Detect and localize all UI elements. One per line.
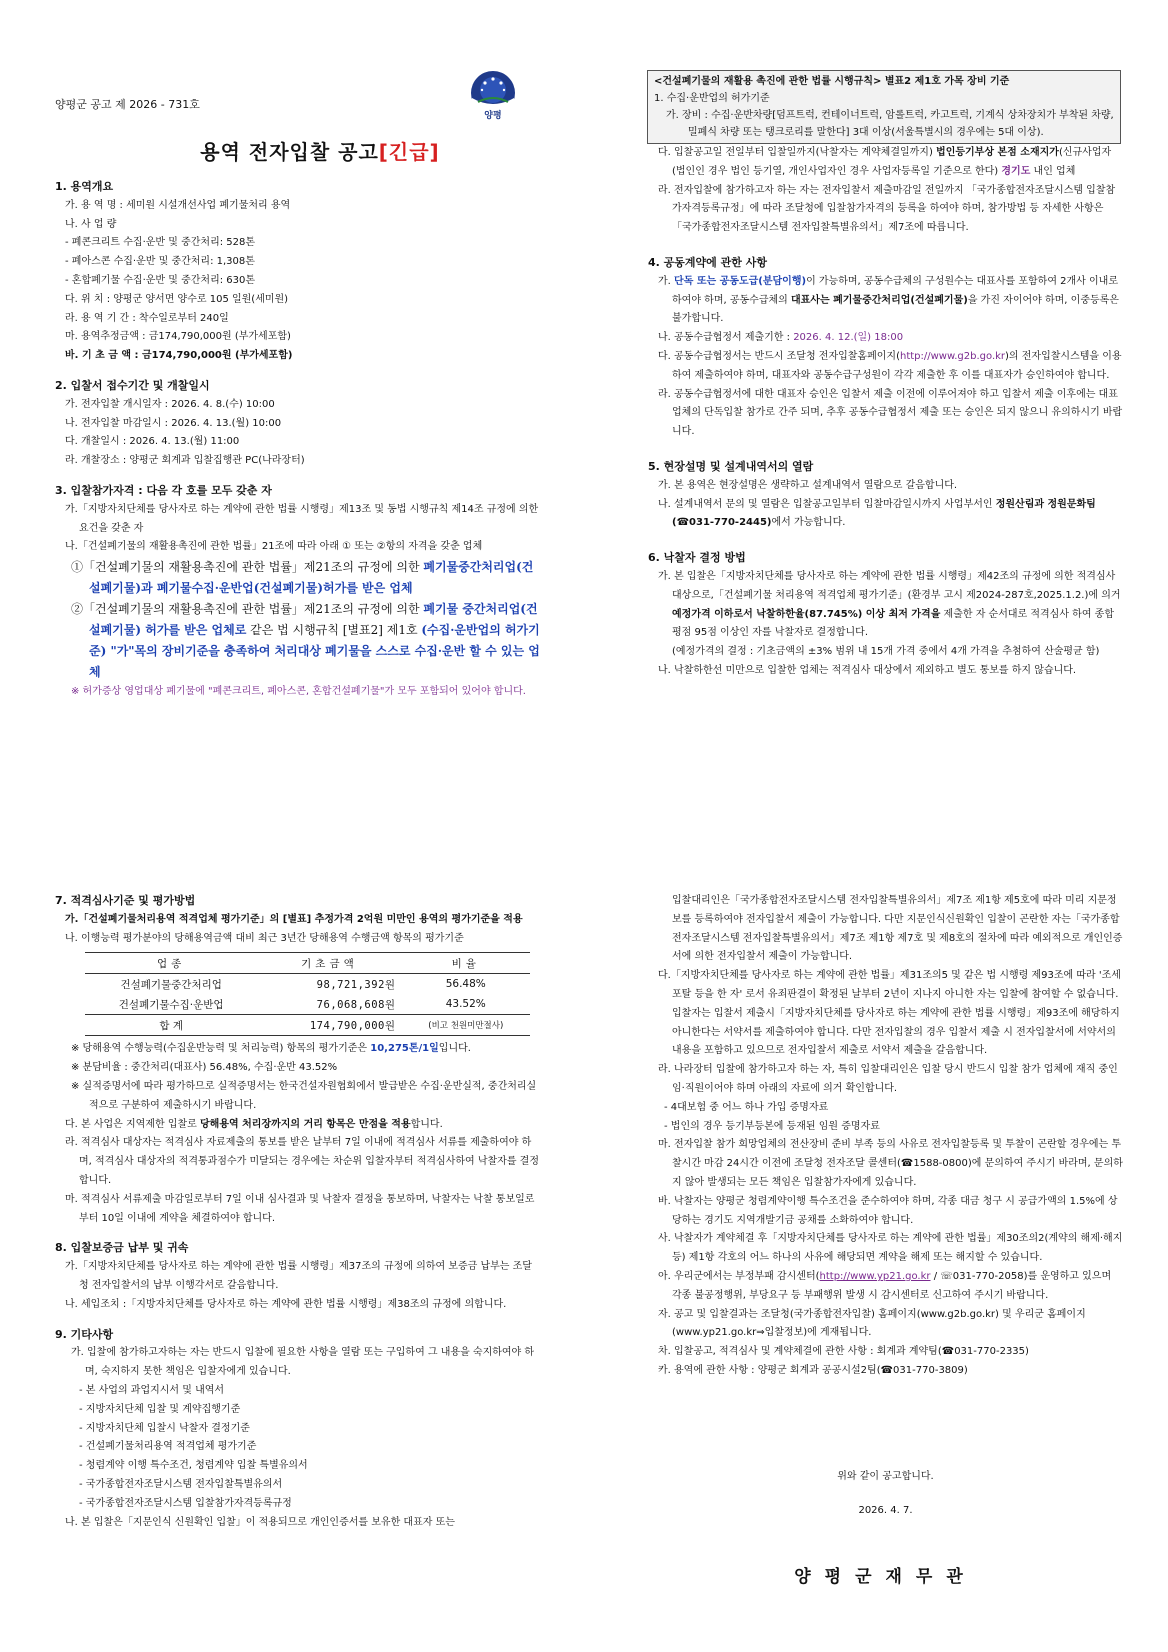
s7-item-na: 나. 이행능력 평가분야의 당해용역금액 대비 최근 3년간 당해용역 수행금액 항목의 평가기준 bbox=[65, 932, 464, 944]
s1-sub-2: - 폐아스콘 수집·운반 및 중간처리: 1,308톤 bbox=[65, 256, 255, 268]
row2-name: 건설폐기물수집·운반업 bbox=[118, 998, 224, 1011]
logo-text: 양평 bbox=[484, 111, 502, 121]
s7-note-2: ※ 분담비율 : 중간처리(대표사) 56.48%, 수집·운반 43.52% bbox=[71, 1062, 338, 1074]
table-total-row bbox=[85, 1015, 530, 1036]
section-3-heading: 3. 입찰참가자격 : 다음 각 호를 모두 갖춘 자 bbox=[55, 483, 272, 497]
s1-sub-1: - 폐콘크리트 수집·운반 및 중간처리: 528톤 bbox=[65, 237, 256, 249]
section-7-heading: 7. 적격심사기준 및 평가방법 bbox=[55, 894, 196, 907]
g2b-link[interactable]: http://www.g2b.go.kr bbox=[899, 350, 1006, 362]
s8-item-ga: 가.「지방자치단체를 당사자로 하는 계약에 관한 법률 시행령」제37조의 규정에 의하여 보증금 납부는 조달청 전자입찰서의 납부 이행각서로 갈음합니다. bbox=[65, 1261, 532, 1291]
s4-item-na bbox=[648, 329, 1123, 348]
row2-ratio: 43.52% bbox=[445, 998, 486, 1011]
th-ratio: 비율 bbox=[402, 953, 530, 974]
signer: 양평군재무관 bbox=[794, 1567, 977, 1587]
s9-item-ma: 마. 전자입찰 참가 희망업체의 전산장비 준비 부족 등의 사유로 전자입찰등록 및 투찰이 곤란할 경우에는 투찰시간 마감 24시간 이전에 조달청 전자조달 콜센터(☎1588-0800)에 문의하여 주시기 바라며, 문의하지 않아 발생되는 모든 책임은 입찰참가자에게 있습니다. bbox=[658, 1139, 1123, 1188]
section-4-heading: 4. 공동계약에 관한 사항 bbox=[648, 255, 767, 269]
s6-ga-bold: 예정가격 이하로서 낙찰하한율(87.745%) 이상 최저 가격을 bbox=[672, 608, 941, 620]
s9-ref-3: - 지방자치단체 입찰시 낙찰자 결정기준 bbox=[79, 1422, 250, 1434]
table-row bbox=[85, 994, 530, 1015]
s6-item-ga bbox=[648, 568, 1123, 643]
s3-c2-highlight-1: 폐기물 중간처리업(건설폐기물) 허가를 받은 업체로 bbox=[89, 602, 538, 638]
s4-item-ra: 라. 공동수급협정서에 대한 대표자 승인은 입찰서 제출 이전에 이루어져야 하고 입찰서 제출 이후에는 대표업체의 단독입찰 참가로 간주 되며, 추후 공동수급협정서 제출 또는 승인은 되지 않으니 유의하시기 바랍니다. bbox=[658, 388, 1123, 438]
s7-note-3: ※ 실적증명서에 따라 평가하므로 실적증명서는 한국건설자원협회에서 발급받은 수집·운반실적, 중간처리실적으로 구분하여 제출하시기 바랍니다. bbox=[71, 1080, 537, 1111]
s5-item-na bbox=[648, 496, 1123, 534]
section-1-heading: 1. 용역개요 bbox=[55, 180, 114, 193]
s9-ref-6: - 국가종합전자조달시스템 전자입찰특별유의서 bbox=[79, 1478, 283, 1490]
section-5-heading: 5. 현장설명 및 설계내역서의 열람 bbox=[648, 459, 814, 473]
s9-na-continued: 입찰대리인은「국가종합전자조달시스템 전자입찰특별유의서」제7조 제1항 제5호에 따라 미리 지문정보를 등록하여야 전자입찰서 제출이 가능합니다. 다만 지문인식신원확인 입찰이 곤란한 자는「국가종합전자조달시스템 전자입찰특별유의서」제7조 제1항 제7호 및 제8호의 절차에 따라 예외적으로 개인인증서에 의한 전자입찰서 제출이 가능합니다. bbox=[672, 895, 1123, 963]
th-amount: 기초금액 bbox=[257, 953, 401, 974]
s8-item-na: 나. 세입조치 :「지방자치단체를 당사자로 하는 계약에 관한 법률 시행령」제38조의 규정에 의합니다. bbox=[65, 1298, 507, 1310]
section-9-heading: 9. 기타사항 bbox=[55, 1327, 114, 1341]
equipment-standard-box bbox=[647, 70, 1121, 144]
s7-note1-pre: ※ 당해용역 수행능력(수집운반능력 및 처리능력) 항목의 평가기준은 bbox=[71, 1043, 371, 1055]
county-emblem bbox=[470, 70, 516, 121]
row1-ratio: 56.48% bbox=[445, 978, 486, 991]
s2-item-ra: 라. 개찰장소 : 양평군 회계과 입찰집행관 PC(나라장터) bbox=[65, 455, 305, 467]
row1-name: 건설폐기물중간처리업 bbox=[120, 978, 222, 991]
s7-item-da bbox=[55, 1116, 540, 1135]
s2-item-na: 나. 전자입찰 마감일시 : 2026. 4. 13.(월) 10:00 bbox=[65, 417, 282, 429]
section-8-heading: 8. 입찰보증금 납부 및 귀속 bbox=[55, 1241, 189, 1255]
s2-item-ga: 가. 전자입찰 개시일자 : 2026. 4. 8.(수) 10:00 bbox=[65, 398, 275, 410]
s9-item-ja: 자. 공고 및 입찰결과는 조달청(국가종합전자입찰) 홈페이지(www.g2b.go.kr) 및 우리군 홈페이지(www.yp21.go.kr⇒입찰정보)에 게재됩니다. bbox=[658, 1308, 1086, 1339]
s9-item-na: 나. 본 입찰은「지문인식 신원확인 입찰」이 적용되므로 개인인증서를 보유한 대표자 또는 bbox=[65, 1516, 455, 1528]
s1-item-da: 다. 위 치 : 양평군 양서면 양수로 105 일원(세미원) bbox=[65, 293, 289, 305]
s4-ga-end: 을 가진 자이어야 하며, 이중등록은 불가합니다. bbox=[672, 294, 1119, 325]
s9-item-sa: 사. 낙찰자가 계약체결 후「지방자치단체를 당사자로 하는 계약에 관한 법률」제30조의2(계약의 해제·해지 등) 제1항 각호의 어느 하나의 사유에 해당되면 계약을 해제 또는 해지할 수 있습니다. bbox=[658, 1233, 1123, 1264]
p2-right-column bbox=[648, 892, 1123, 1381]
th-category: 업종 bbox=[85, 953, 257, 974]
s5-na-end: 에서 가능합니다. bbox=[771, 517, 846, 529]
s7-note1-capacity: 10,275톤/1일 bbox=[370, 1043, 439, 1055]
s3-da-highlight: 경기도 bbox=[1001, 165, 1031, 177]
total-label: 합 계 bbox=[85, 1015, 257, 1036]
s7-item-ga: 가.「건설폐기물처리용역 적격업체 평가기준」의 [별표] 추정가격 2억원 미만인 용역의 평가기준을 적용 bbox=[65, 913, 523, 925]
title-main: 용역 전자입찰 공고 bbox=[200, 140, 379, 164]
s3-item-na: 나.「건설폐기물의 재활용촉진에 관한 법률」21조에 따라 아래 ① 또는 ②항의 자격을 갖춘 업체 bbox=[65, 541, 483, 553]
s7-da-bold: 당해용역 처리장까지의 거리 항목은 만점을 적용 bbox=[200, 1118, 411, 1130]
s3-c1-pre: ①「건설폐기물의 재활용촉진에 관한 법률」제21조의 규정에 의한 bbox=[71, 560, 424, 575]
s9-item-cha: 차. 입찰공고, 적격심사 및 계약체결에 관한 사항 : 회계과 계약팀(☎031-770-2335) bbox=[658, 1346, 1029, 1358]
s1-item-na: 나. 사 업 량 bbox=[65, 218, 117, 230]
s3-item-ga: 가.「지방자치단체를 당사자로 하는 계약에 관한 법률 시행령」제13조 및 동법 시행규칙 제14조 규정에 의한 요건을 갖춘 자 bbox=[65, 503, 539, 534]
s1-item-ba: 바. 기 초 금 액 : 금174,790,000원 (부가세포함) bbox=[65, 350, 293, 362]
s7-note1-end: 입니다. bbox=[438, 1043, 471, 1055]
s9-item-ka: 카. 용역에 관한 사항 : 양평군 회계과 공공시설2팀(☎031-770-3809) bbox=[658, 1364, 968, 1376]
s4-da-end: )의 전자입찰시스템을 이용하여 제출하여야 하며, 대표자와 공동수급구성원이 각각 제출한 후 이를 대표자가 승인하여야 합니다. bbox=[672, 350, 1122, 381]
s9-ref-2: - 지방자치단체 입찰 및 계약집행기준 bbox=[79, 1403, 241, 1415]
s3-c2-mid: 같은 법 시행규칙 [별표2] 제1호 bbox=[246, 623, 422, 638]
s5-na-contact: 정원산림과 정원문화팀(☎031-770-2445) bbox=[672, 498, 1096, 529]
s3-da-bold: 법인등기부상 본점 소재지가 bbox=[936, 147, 1059, 158]
closing-statement: 위와 같이 공고합니다. bbox=[837, 1471, 934, 1482]
s6-item-na: 나. 낙찰하한선 미만으로 입찰한 업체는 적격심사 대상에서 제외하고 별도 통보를 하지 않습니다. bbox=[658, 664, 1077, 676]
total-amount: 174,790,000원 bbox=[257, 1015, 401, 1036]
s3-item-da bbox=[648, 144, 1123, 182]
s3-c1-highlight: 폐기물중간처리업(건설폐기물)과 폐기물수집·운반업(건설폐기물)허가를 받은 업체 bbox=[89, 560, 534, 596]
s9-ref-5: - 청렴계약 이행 특수조건, 청렴계약 입찰 특별유의서 bbox=[79, 1460, 308, 1472]
p1-left-column bbox=[55, 178, 540, 702]
s4-da-pre: 다. 공동수급협정서는 반드시 조달청 전자입찰홈페이지( bbox=[658, 350, 900, 362]
s4-ga-highlight: 단독 또는 공동도급(분담이행) bbox=[674, 275, 807, 287]
s6-ga-end: 제출한 자 순서대로 적격심사 하여 종합평점 95점 이상인 자를 낙찰자로 결정합니다. bbox=[672, 608, 1114, 639]
s9-ref-1: - 본 사업의 과업지시서 및 내역서 bbox=[79, 1384, 225, 1396]
s9-item-a bbox=[648, 1268, 1123, 1306]
s9-a-end: / ☏031-770-2058)를 운영하고 있으며 각종 불공정행위, 부당요구 등 부패행위 발생 시 감시센터로 신고하여 주시기 바랍니다. bbox=[672, 1270, 1112, 1301]
s9-a-pre: 아. 우리군에서는 부정부패 감시센터( bbox=[658, 1270, 820, 1282]
equipment-box-line-1: 1. 수집·운반업의 허가기준 bbox=[654, 93, 770, 104]
s3-da-mid: (신규사업자(법인인 경우 법인 등기열, 개인사업자인 경우 사업자등록일 기준으로 한다) bbox=[672, 147, 1112, 177]
s4-na-deadline: 2026. 4. 12.(일) 18:00 bbox=[793, 332, 904, 344]
notice-date: 2026. 4. 7. bbox=[858, 1505, 913, 1516]
s9-ra-proof-1: - 4대보험 중 어느 하나 가입 증명자료 bbox=[664, 1101, 829, 1113]
s1-item-ra: 라. 용 역 기 간 : 착수일로부터 240일 bbox=[65, 312, 229, 324]
s4-ga-mid: 이 가능하며, 공동수급체의 구성원수는 대표사를 포함하여 2개사 이내로 하여야 하며, 공동수급체의 bbox=[672, 275, 1118, 306]
row2-amount: 76,068,608원 bbox=[316, 998, 396, 1011]
s1-item-ma: 마. 용역추정금액 : 금174,790,000원 (부가세포함) bbox=[65, 331, 291, 343]
equipment-box-line-2: 가. 장비 : 수집·운반차량[덤프트럭, 컨테이너트럭, 암롤트럭, 카고트럭, 기계식 상차장치가 부착된 차량, 밀폐식 차량 또는 탱크로리를 말한다] 3대 이상(서울특별시의 경우에는 5대 이상). bbox=[666, 110, 1114, 138]
yp21-link[interactable]: http://www.yp21.go.kr bbox=[819, 1270, 931, 1282]
s3-note: ※ 허가증상 영업대상 폐기물에 "폐콘크리트, 폐아스콘, 혼합건설폐기물"가 모두 포함되어 있어야 합니다. bbox=[71, 686, 526, 698]
s3-condition-1 bbox=[55, 557, 540, 599]
s9-ref-7: - 국가종합전자조달시스템 입찰참가자격등록규정 bbox=[79, 1497, 292, 1509]
s7-da-pre: 다. 본 사업은 지역제한 입찰로 bbox=[65, 1118, 200, 1130]
s4-item-ga bbox=[648, 273, 1123, 329]
s9-item-ba: 바. 낙찰자는 양평군 청렴계약이행 특수조건을 준수하여야 하며, 각종 대금 청구 시 공급가액의 1.5%에 상당하는 경기도 지역개발기금 공채를 소화하여야 합니다. bbox=[658, 1195, 1118, 1226]
s7-item-ma: 마. 적격심사 서류제출 마감일로부터 7일 이내 심사결과 및 낙찰자 결정을 통보하며, 낙찰자는 낙찰 통보일로부터 10일 이내에 계약을 체결하여야 합니다. bbox=[65, 1193, 535, 1224]
s6-ga-pre: 가. 본 입찰은「지방자치단체를 당사자로 하는 계약에 관한 법률 시행령」제42조의 규정에 의한 적격심사 대상으로,「건설폐기물 처리용역 적격업체 평가기준」(환경부 고시 제2024-287호,2025.1.2.)에 의거 bbox=[658, 570, 1121, 601]
s7-da-end: 합니다. bbox=[410, 1118, 443, 1130]
s9-ra-proof-2: - 법인의 경우 등기부등본에 등재된 임원 증명자료 bbox=[664, 1120, 880, 1132]
s9-item-ra: 라. 나라장터 입찰에 참가하고자 하는 자, 특히 입찰대리인은 입찰 당시 반드시 입찰 참가 업체에 재직 중인 임·직원이어야 하며 아래의 자료에 의거 확인합니다. bbox=[658, 1064, 1118, 1094]
s9-item-da: 다.「지방자치단체를 당사자로 하는 계약에 관한 법률」제31조의5 및 같은 법 시행령 제93조에 따라 '조세포탈 등을 한 자' 로서 유죄판결이 확정된 날부터 2년이 지나지 아니한 자는 입찰에 참여할 수 없습니다. 입찰자는 입찰서 제출시「지방자치단체를 당사자로 하는 계약에 관한 법률 시행령」제93조에 해당하지 아니한다는 서약서를 제출하여야 합니다. 다만 전자입찰의 경우 입찰서 제출 시 전자입찰서에 서약서의 내용을 포함하고 있으므로 전자입찰서 제출로 서약서 제출을 갈음합니다. bbox=[658, 970, 1121, 1057]
s3-c2-pre: ②「건설폐기물의 재활용촉진에 관한 법률」제21조의 규정에 의한 bbox=[71, 602, 424, 617]
notice-number: 양평군 공고 제 2026 - 731호 bbox=[55, 98, 200, 111]
s3-condition-2 bbox=[55, 599, 540, 683]
section-2-heading: 2. 입찰서 접수기간 및 개찰일시 bbox=[55, 378, 210, 392]
row1-amount: 98,721,392원 bbox=[316, 978, 396, 991]
s1-sub-3: - 혼합폐기물 수집·운반 및 중간처리: 630톤 bbox=[65, 274, 256, 286]
s3-da-pre: 다. 입찰공고일 전일부터 입찰일까지(낙찰자는 계약체결일까지) bbox=[658, 147, 937, 158]
table-row bbox=[85, 974, 530, 995]
s5-item-ga: 가. 본 용역은 현장설명은 생략하고 설계내역서 열람으로 갈음합니다. bbox=[658, 479, 958, 491]
equipment-box-title: <건설폐기물의 재활용 촉진에 관한 법률 시행규칙> 별표2 제1호 가목 장비 기준 bbox=[654, 76, 1010, 87]
s3-item-ra: 라. 전자입찰에 참가하고자 하는 자는 전자입찰서 제출마감일 전일까지 「국가종합전자조달시스템 입찰참가자격등록규정」에 따라 조달청에 입찰참가자격의 등록을 하여야 하며, 참가방법 등 자세한 사항은 「국가종합전자조달시스템 전자입찰특별유의서」제7조에 따릅니다. bbox=[658, 184, 1116, 234]
section-6-heading: 6. 낙찰자 결정 방법 bbox=[648, 551, 746, 565]
s6-ga-note: (예정가격의 결정 : 기초금액의 ±3% 범위 내 15개 가격 중에서 4개 가격을 추첨하여 산술평균 함) bbox=[672, 646, 1100, 658]
title-urgent-badge: [긴급] bbox=[378, 140, 440, 164]
s4-ga-pre: 가. bbox=[658, 275, 675, 287]
amount-ratio-table bbox=[85, 952, 530, 1036]
s9-item-ga: 가. 입찰에 참가하고자하는 자는 반드시 입찰에 필요한 사항을 열람 또는 구입하여 그 내용을 숙지하여야 하며, 숙지하지 못한 책임은 입찰자에게 있습니다. bbox=[71, 1347, 535, 1378]
page-title bbox=[55, 136, 585, 165]
s3-da-end: 내인 업체 bbox=[1030, 165, 1076, 177]
s1-item-ga: 가. 용 역 명 : 세미원 시설개선사업 폐기물처리 용역 bbox=[65, 199, 291, 211]
s7-item-ra: 라. 적격심사 대상자는 적격심사 자료제출의 통보를 받은 날부터 7일 이내에 적격심사 서류를 제출하여야 하며, 적격심사 대상자의 적격통과점수가 미달되는 경우에는 차순위 입찰자부터 적격심사하여 낙찰자를 결정합니다. bbox=[65, 1137, 540, 1186]
s4-ga-bold: 대표사는 폐기물중간처리업(건설폐기물) bbox=[790, 294, 968, 306]
p1-right-column bbox=[648, 144, 1123, 681]
s5-na-pre: 나. 설계내역서 문의 및 열람은 입찰공고일부터 입찰마감일시까지 사업부서인 bbox=[658, 498, 996, 510]
s7-note-1 bbox=[55, 1040, 540, 1059]
s4-na-pre: 나. 공동수급협정서 제출기한 : bbox=[658, 332, 794, 344]
p2-left-column bbox=[55, 892, 540, 1532]
s3-c2-highlight-2: (수집·운반업의 허가기준) "가"목의 장비기준을 충족하여 처리대상 폐기물을 스스로 수집·운반 할 수 있는 업체 bbox=[89, 623, 540, 680]
s2-item-da: 다. 개찰일시 : 2026. 4. 13.(월) 11:00 bbox=[65, 436, 240, 448]
total-note: (비고 천원미만절사) bbox=[402, 1015, 530, 1036]
s9-ref-4: - 건설폐기물처리용역 적격업체 평가기준 bbox=[79, 1441, 257, 1453]
s4-item-da bbox=[648, 348, 1123, 386]
